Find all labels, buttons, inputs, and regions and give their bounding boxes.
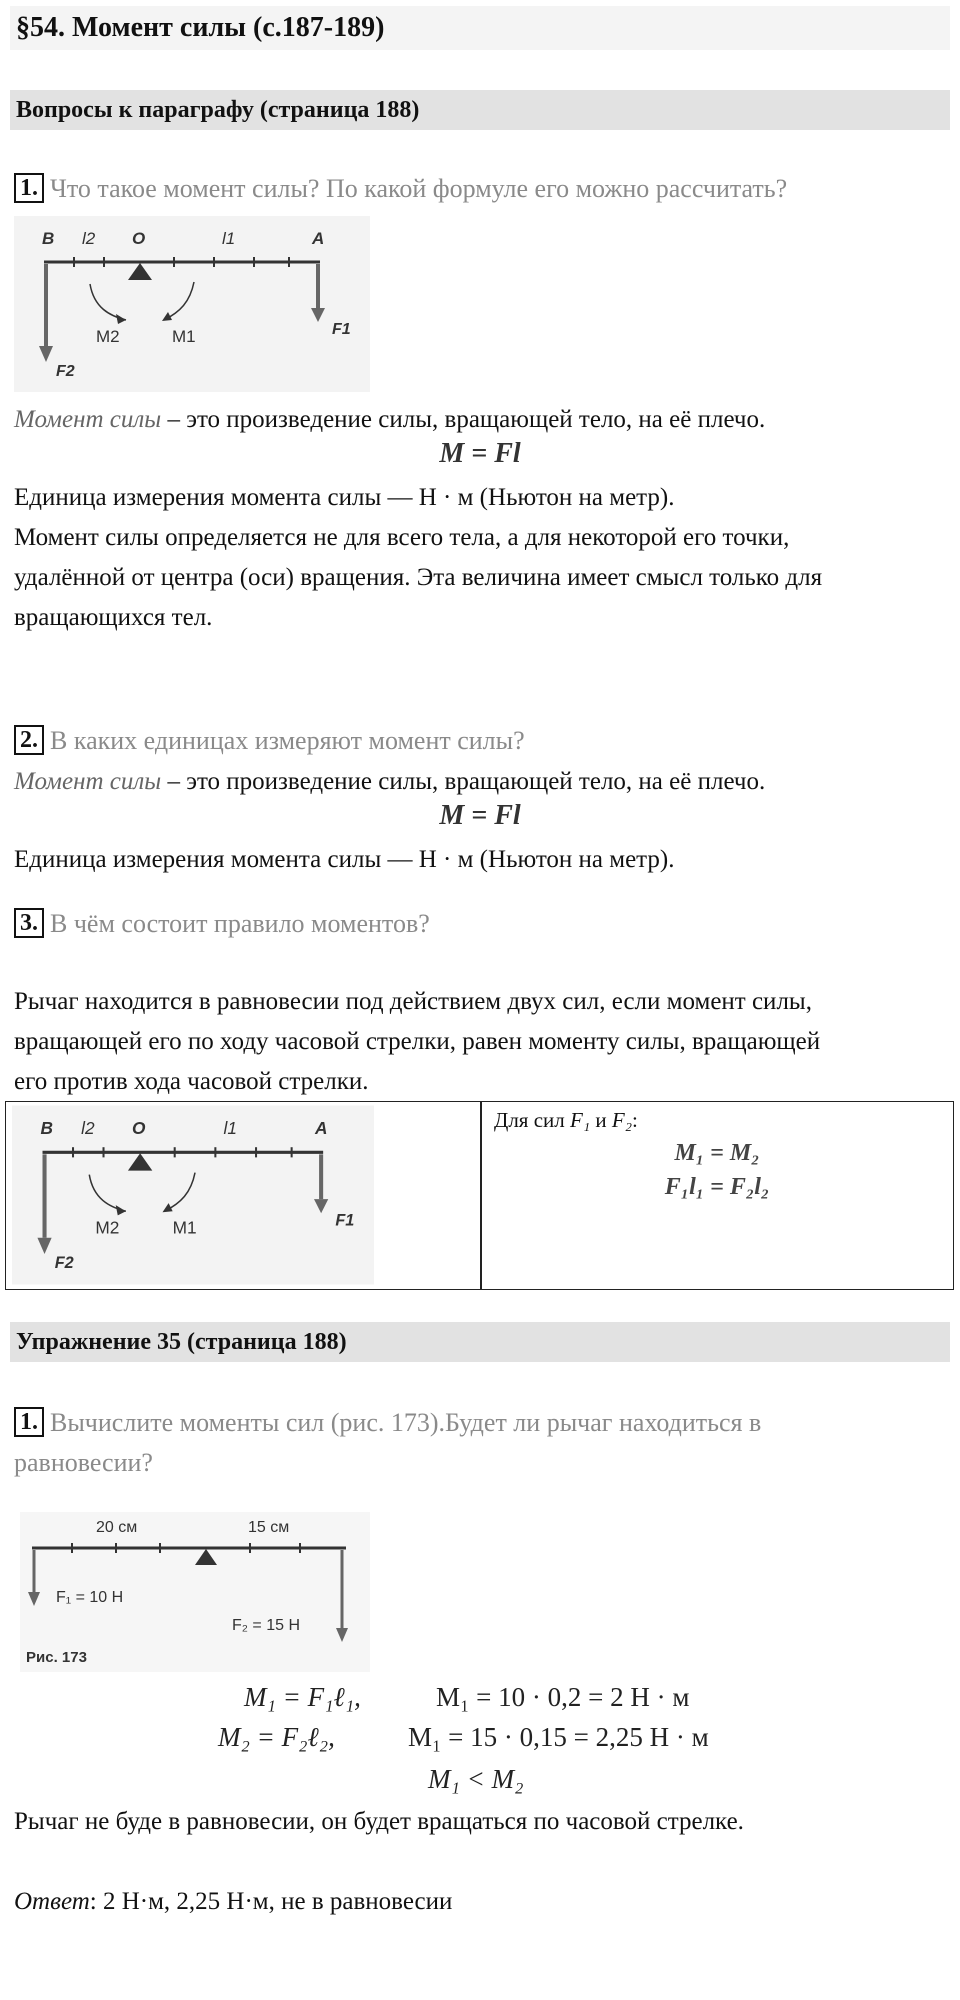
table-eq-1: M₁ = M₂ (674, 1140, 760, 1166)
moments-rule-table (5, 1101, 954, 1290)
question-number: 3. (14, 908, 44, 938)
q1-formula: M = Fl (439, 438, 521, 469)
q1-unit-line: Единица измерения момента силы — Н · м (Ньютон на метр). (14, 484, 675, 511)
label-f1: F1 (332, 321, 351, 338)
definition-rest: – это произведение силы, вращающей тело, на её плечо. (161, 768, 766, 795)
label-m2: M2 (95, 1217, 120, 1238)
exercise-number: 1. (14, 1407, 44, 1437)
exercise-text-line-1: Вычислите моменты сил (рис. 173).Будет ли рычаг находиться в (50, 1408, 762, 1437)
exercise-text-line-2: равновесии? (14, 1448, 153, 1477)
section-title-questions: Вопросы к параграфу (страница 188) (10, 90, 950, 130)
fig-f1: F₁ = 10 Н (56, 1589, 124, 1606)
figure-173 (20, 1512, 370, 1672)
label-l1: l1 (223, 1117, 237, 1138)
caption-suffix: : (632, 1108, 638, 1132)
q2-definition (14, 762, 949, 802)
q1-para-line-1: Момент силы определяется не для всего тела, а для некоторой его точки, (14, 524, 790, 551)
caption-prefix: Для сил (494, 1108, 571, 1132)
caption-f2: F₂ (611, 1108, 633, 1132)
label-o: O (131, 1117, 146, 1138)
label-m1: M1 (172, 1217, 197, 1238)
label-a: A (312, 229, 325, 248)
q1-para-line-2: удалённой от центра (оси) вращения. Эта величина имеет смысл только для (14, 564, 823, 591)
label-b: B (40, 1117, 53, 1138)
section-title-exercise: Упражнение 35 (страница 188) (10, 1322, 950, 1362)
definition-rest: – это произведение силы, вращающей тело, на её плечо. (161, 406, 766, 433)
label-f2: F2 (56, 363, 75, 380)
definition-term: Момент силы (14, 768, 162, 795)
question-2 (14, 722, 525, 760)
fig-right-arm: 15 см (248, 1519, 290, 1536)
label-o: O (132, 229, 146, 248)
q3-para-line-1: Рычаг находится в равновесии под действием двух сил, если момент силы, (14, 988, 812, 1015)
lever-diagram-1 (14, 216, 370, 392)
definition-term: Момент силы (14, 406, 162, 433)
m2-formula: M₂ = F₂ℓ₂, (218, 1722, 335, 1752)
label-b: B (42, 229, 55, 248)
question-text: В чём состоит правило моментов? (50, 909, 430, 938)
m2-calc: M₁ = 15 · 0,15 = 2,25 Н · м (408, 1722, 709, 1752)
lever-diagram-2 (12, 1104, 374, 1286)
q1-definition (14, 400, 949, 440)
label-m1: M1 (172, 327, 196, 346)
fig-left-arm: 20 см (96, 1519, 138, 1536)
m1-formula: M₁ = F₁ℓ₁, (244, 1682, 361, 1712)
table-caption (494, 1108, 944, 1133)
caption-f1: F₁ (570, 1108, 591, 1132)
label-l2: l2 (82, 229, 96, 248)
table-eq-2: F₁l₁ = F₂l₂ (664, 1174, 770, 1200)
caption-and: и (590, 1108, 612, 1132)
question-text: В каких единицах измеряют момент силы? (50, 726, 525, 755)
q3-para-line-3: его против хода часовой стрелки. (14, 1068, 369, 1095)
answer-text: : 2 Н·м, 2,25 Н·м, не в равновесии (89, 1888, 453, 1915)
m1-calc: M₁ = 10 · 0,2 = 2 Н · м (436, 1682, 690, 1712)
question-number: 1. (14, 173, 44, 203)
exercise-1 (14, 1404, 761, 1442)
label-l1: l1 (222, 229, 236, 248)
fig-f2: F₂ = 15 Н (232, 1617, 301, 1634)
label-m2: M2 (96, 327, 120, 346)
label-f2: F2 (54, 1254, 74, 1273)
question-3 (14, 905, 430, 943)
fig-caption: Рис. 173 (26, 1649, 87, 1666)
question-1 (14, 170, 787, 208)
answer (14, 1882, 949, 1922)
question-text: Что такое момент силы? По какой формуле его можно рассчитать? (50, 174, 788, 203)
q3-para-line-2: вращающей его по ходу часовой стрелки, равен моменту силы, вращающей (14, 1028, 821, 1055)
q2-formula: M = Fl (439, 800, 521, 831)
q1-para-line-3: вращающихся тел. (14, 604, 213, 631)
label-a: A (315, 1117, 328, 1138)
q2-unit-line: Единица измерения момента силы — Н · м (Ньютон на метр). (14, 846, 675, 873)
answer-label: Ответ (14, 1888, 90, 1915)
label-f1: F1 (335, 1211, 355, 1230)
compare-line: M₁ < M₂ (428, 1764, 524, 1794)
page-title: §54. Момент силы (с.187-189) (10, 6, 950, 50)
label-l2: l2 (81, 1117, 95, 1138)
conclusion: Рычаг не буде в равновесии, он будет вращаться по часовой стрелке. (14, 1808, 744, 1835)
question-number: 2. (14, 725, 44, 755)
